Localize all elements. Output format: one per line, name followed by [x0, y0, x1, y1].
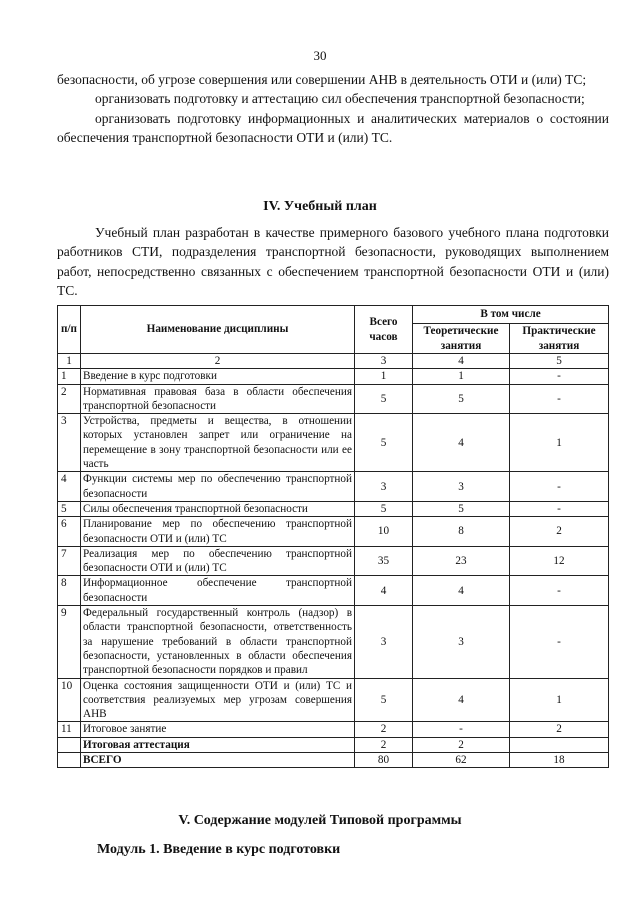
discipline-name: Нормативная правовая база в области обеспечения транспортной безопасности: [81, 384, 355, 414]
practice-hours: -: [510, 576, 609, 606]
column-number: 4: [413, 354, 510, 369]
table-row: [58, 546, 609, 576]
plan-description: [57, 223, 609, 301]
practice-hours: -: [510, 472, 609, 502]
discipline-name: Реализация мер по обеспечению транспортной безопасности ОТИ и (или) ТС: [81, 546, 355, 576]
table-row: [58, 606, 609, 678]
row-number: 4: [58, 472, 81, 502]
grand-total-label: ВСЕГО: [81, 753, 355, 768]
section-5-title: V. Содержание модулей Типовой программы: [178, 813, 462, 828]
table-row: [58, 722, 609, 737]
practice-hours: 2: [510, 722, 609, 737]
row-number: 9: [58, 606, 81, 678]
practice-hours: 2: [510, 517, 609, 547]
theory-hours: 2: [413, 737, 510, 752]
intro-paragraph: организовать подготовку информационных и аналитических материалов о состоянии обеспечения транспортной безопасности ОТИ и (или) ТС.: [57, 110, 609, 146]
total-hours: 5: [355, 384, 413, 414]
table-row: [58, 501, 609, 516]
practice-hours: 12: [510, 546, 609, 576]
total-hours: 80: [355, 753, 413, 768]
discipline-name: Планирование мер по обеспечению транспортной безопасности ОТИ и (или) ТС: [81, 517, 355, 547]
row-number: 5: [58, 501, 81, 516]
row-number: [58, 753, 81, 768]
intro-paragraph: организовать подготовку и аттестацию сил обеспечения транспортной безопасности;: [95, 91, 585, 107]
column-number: 3: [355, 354, 413, 369]
plan-paragraph: Учебный план разработан в качестве примерного базового учебного плана подготовки работников СТИ, подразделения транспортной безопасности, руководящих выполнением работ, непосредственно связанных с обеспечением транспортной безопасности ОТИ и (или) ТС.: [57, 225, 609, 299]
table-row: [58, 384, 609, 414]
column-number: 5: [510, 354, 609, 369]
header-theory: Теоретические занятия: [413, 324, 510, 354]
discipline-name: Введение в курс подготовки: [81, 369, 355, 384]
discipline-name: Федеральный государственный контроль (надзор) в области транспортной безопасности, ответственность за нарушение требований в области транспортной безопасности, установленных в области обеспечения транспортной безопасности порядков и правил: [81, 606, 355, 678]
practice-hours: -: [510, 606, 609, 678]
row-number: 10: [58, 678, 81, 722]
practice-hours: 18: [510, 753, 609, 768]
theory-hours: 23: [413, 546, 510, 576]
theory-hours: 4: [413, 414, 510, 472]
theory-hours: 3: [413, 472, 510, 502]
practice-hours: 1: [510, 414, 609, 472]
row-number: 3: [58, 414, 81, 472]
theory-hours: 8: [413, 517, 510, 547]
column-number: 2: [81, 354, 355, 369]
final-attestation-label: Итоговая аттестация: [81, 737, 355, 752]
total-hours: 5: [355, 678, 413, 722]
row-number: 2: [58, 384, 81, 414]
discipline-name: Силы обеспечения транспортной безопасности: [81, 501, 355, 516]
practice-hours: [510, 737, 609, 752]
row-number: 7: [58, 546, 81, 576]
total-hours: 10: [355, 517, 413, 547]
total-hours: 2: [355, 737, 413, 752]
row-number: 8: [58, 576, 81, 606]
table-row: [58, 517, 609, 547]
table-row: [58, 414, 609, 472]
module-1-title: Модуль 1. Введение в курс подготовки: [97, 842, 341, 857]
total-hours: 35: [355, 546, 413, 576]
curriculum-table: [57, 305, 609, 768]
header-total-hours: Всего часов: [355, 306, 413, 354]
intro-text: [57, 70, 609, 148]
theory-hours: -: [413, 722, 510, 737]
header-practice: Практические занятия: [510, 324, 609, 354]
total-hours: 3: [355, 606, 413, 678]
discipline-name: Информационное обеспечение транспортной безопасности: [81, 576, 355, 606]
theory-hours: 5: [413, 384, 510, 414]
page-number: 30: [313, 48, 327, 63]
discipline-name: Устройства, предметы и вещества, в отношении которых установлен запрет или ограничение на перемещение в зону транспортной безопасности или ее часть: [81, 414, 355, 472]
row-number: 6: [58, 517, 81, 547]
table-row: [58, 472, 609, 502]
discipline-name: Функции системы мер по обеспечению транспортной безопасности: [81, 472, 355, 502]
practice-hours: -: [510, 369, 609, 384]
grand-total-row: [58, 753, 609, 768]
total-hours: 5: [355, 414, 413, 472]
practice-hours: -: [510, 384, 609, 414]
header-discipline: Наименование дисциплины: [81, 306, 355, 354]
theory-hours: 4: [413, 678, 510, 722]
table-row: [58, 369, 609, 384]
discipline-name: Оценка состояния защищенности ОТИ и (или) ТС и соответствия реализуемых мер угрозам совершения АНВ: [81, 678, 355, 722]
theory-hours: 1: [413, 369, 510, 384]
section-4-title: IV. Учебный план: [263, 199, 377, 214]
theory-hours: 3: [413, 606, 510, 678]
practice-hours: 1: [510, 678, 609, 722]
header-including: В том числе: [413, 306, 609, 324]
total-hours: 5: [355, 501, 413, 516]
discipline-name: Итоговое занятие: [81, 722, 355, 737]
total-hours: 2: [355, 722, 413, 737]
theory-hours: 5: [413, 501, 510, 516]
theory-hours: 4: [413, 576, 510, 606]
total-hours: 3: [355, 472, 413, 502]
total-hours: 4: [355, 576, 413, 606]
table-row: [58, 576, 609, 606]
theory-hours: 62: [413, 753, 510, 768]
row-number: 1: [58, 369, 81, 384]
row-number: 11: [58, 722, 81, 737]
table-row: [58, 678, 609, 722]
row-number: [58, 737, 81, 752]
header-num: п/п: [58, 306, 81, 354]
practice-hours: -: [510, 501, 609, 516]
column-number: 1: [58, 354, 81, 369]
total-hours: 1: [355, 369, 413, 384]
intro-paragraph: безопасности, об угрозе совершения или совершении АНВ в деятельность ОТИ и (или) ТС;: [57, 72, 587, 87]
final-attestation-row: [58, 737, 609, 752]
